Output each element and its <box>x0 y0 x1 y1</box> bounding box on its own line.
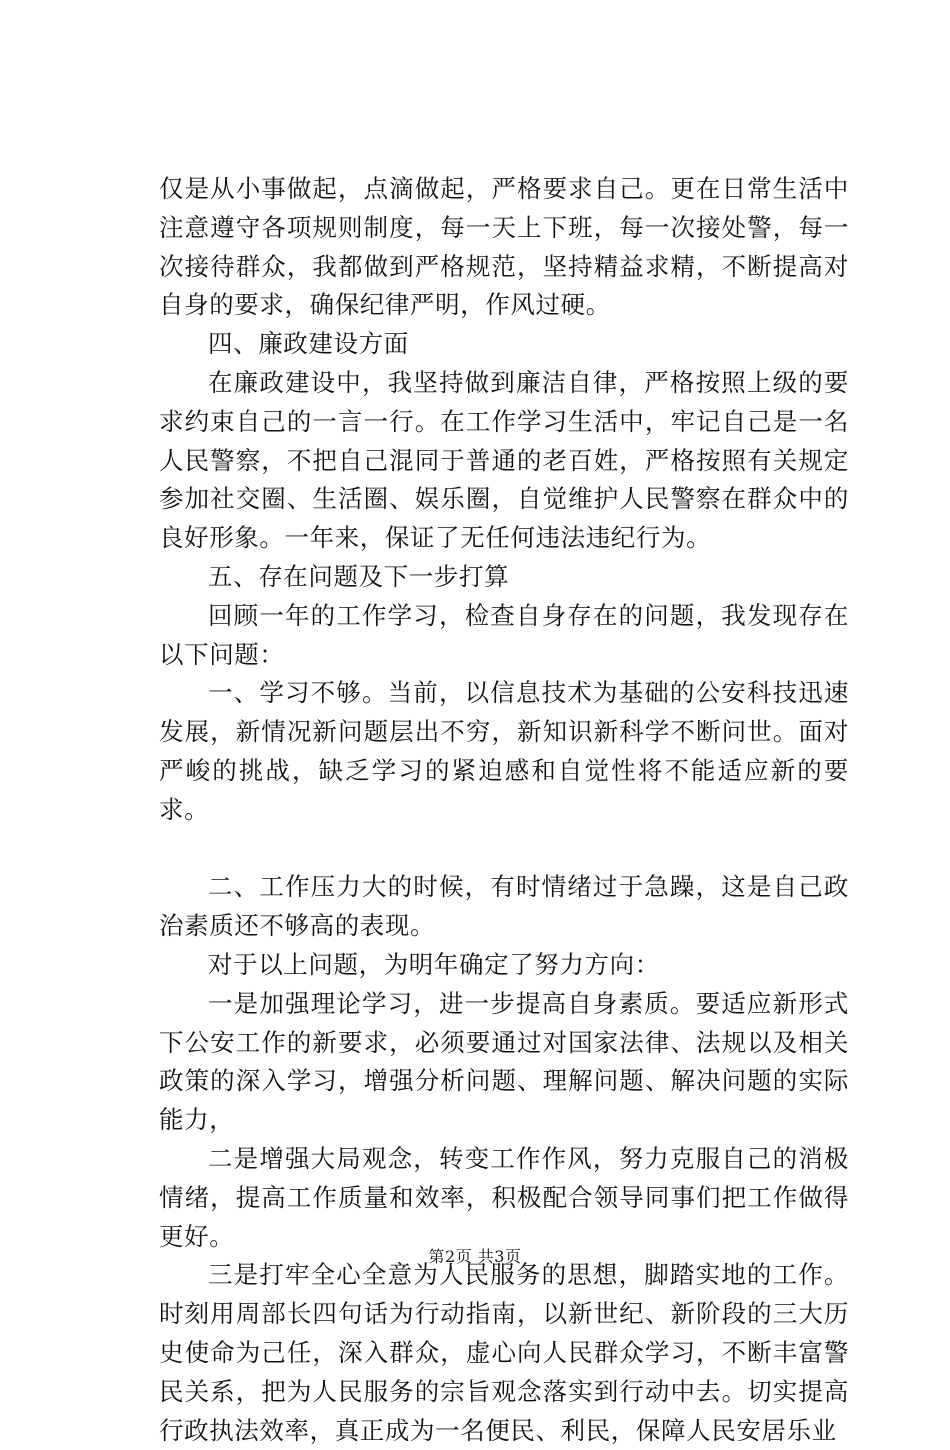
paragraph-direction-two: 二是增强大局观念，转变工作作风，努力克服自己的消极情绪，提高工作质量和效率，积极配合领导同事们把工作做得更好。 <box>159 1143 849 1251</box>
section-heading-problems: 五、存在问题及下一步打算 <box>208 561 510 591</box>
paragraph-direction-one: 一是加强理论学习，进一步提高自身素质。要适应新形式下公安工作的新要求，必须要通过对国家法律、法规以及相关政策的深入学习，增强分析问题、理解问题、解决问题的实际能力， <box>159 988 849 1135</box>
paragraph-continuation: 仅是从小事做起，点滴做起，严格要求自己。更在日常生活中注意遵守各项规则制度，每一天上下班，每一次接处警，每一次接待群众，我都做到严格规范，坚持精益求精，不断提高对自身的要求，确保纪律严明，作风过硬。 <box>159 174 849 320</box>
paragraph-review: 回顾一年的工作学习，检查自身存在的问题，我发现存在以下问题： <box>159 600 849 669</box>
paragraph-spacer <box>159 830 849 869</box>
section-heading-integrity: 四、廉政建设方面 <box>208 329 409 359</box>
page-number-footer: 第2页 共3页 <box>428 1247 522 1266</box>
paragraph-problem-two: 二、工作压力大的时候，有时情绪过于急躁，这是自己政治素质还不够高的表现。 <box>159 872 849 941</box>
paragraph-direction-intro: 对于以上问题，为明年确定了努力方向： <box>208 949 660 979</box>
paragraph-integrity: 在廉政建设中，我坚持做到廉洁自律，严格按照上级的要求约束自己的一言一行。在工作学习生活中，牢记自己是一名人民警察，不把自己混同于普通的老百姓，严格按照有关规定参加社交圈、生活圈、娱乐圈，自觉维护人民警察在群众中的良好形象。一年来，保证了无任何违法违纪行为。 <box>159 367 849 553</box>
paragraph-direction-three: 三是打牢全心全意为人民服务的思想，脚踏实地的工作。时刻用周部长四句话为行动指南，以新世纪、新阶段的三大历史使命为己任，深入群众，虚心向人民群众学习，不断丰富警民关系，把为人民服务的宗旨观念落实到行动中去。切实提高行政执法效率，真正成为一名便民、利民，保障人民安居乐业 <box>159 1260 849 1445</box>
paragraph-problem-one: 一、学习不够。当前，以信息技术为基础的公安科技迅速发展，新情况新问题层出不穷，新知识新科学不断问世。面对严峻的挑战，缺乏学习的紧迫感和自觉性将不能适应新的要求。 <box>159 678 849 824</box>
